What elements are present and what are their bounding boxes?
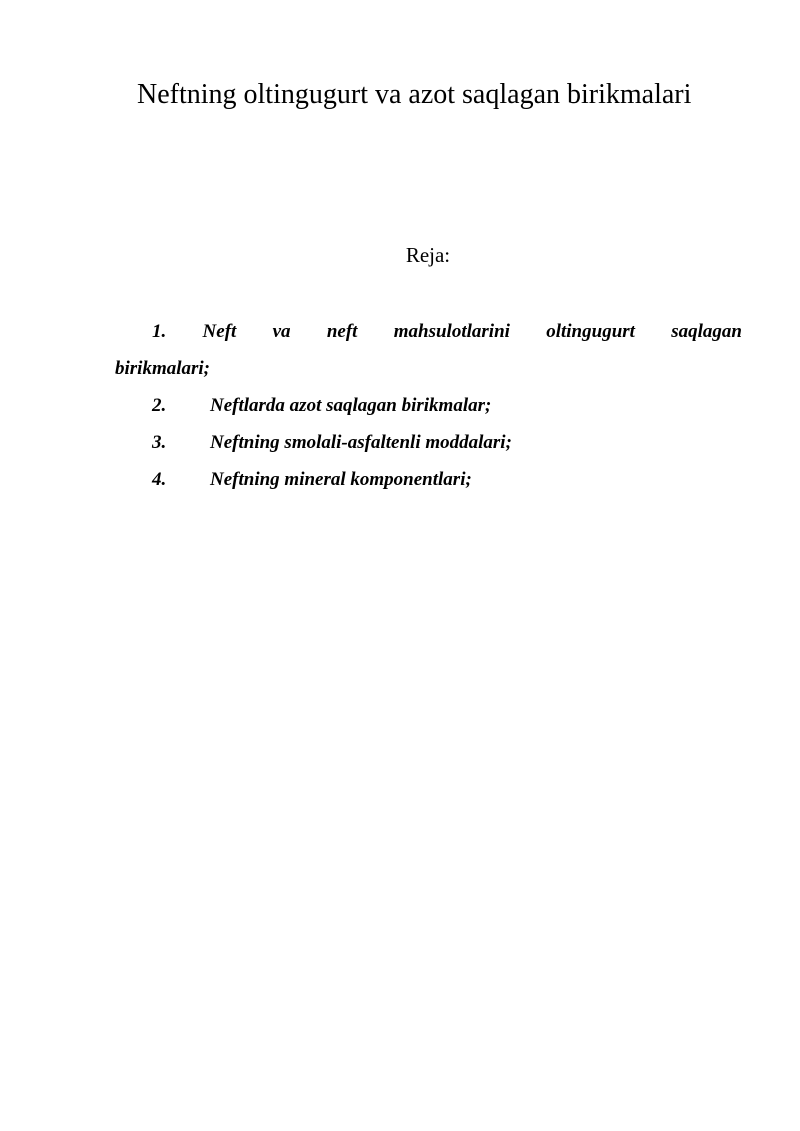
plan-item-word: mahsulotlarini: [393, 321, 510, 342]
plan-item-2: [115, 387, 742, 424]
plan-list: [115, 313, 742, 498]
plan-item-text: Neftning mineral komponentlari;: [210, 469, 472, 490]
plan-item-1-continuation: birikmalari;: [115, 358, 211, 379]
plan-item-number: 3.: [152, 432, 167, 453]
plan-item-word: oltingugurt: [546, 321, 635, 342]
plan-item-text: Neftlarda azot saqlagan birikmalar;: [210, 395, 492, 416]
plan-item-number: 1.: [152, 321, 167, 342]
plan-heading: Reja:: [405, 243, 451, 267]
plan-item-1-first-line: [115, 313, 742, 350]
plan-item-word: Neft: [202, 321, 237, 342]
plan-item-text: Neftning smolali-asfaltenli moddalari;: [210, 432, 512, 453]
document-title: Neftning oltingugurt va azot saqlagan birikmalari: [137, 79, 692, 110]
plan-item-number: 2.: [152, 395, 167, 416]
plan-item-word: neft: [326, 321, 358, 342]
plan-item-4: [115, 461, 742, 498]
plan-item-word: va: [272, 321, 291, 342]
plan-item-1: [115, 313, 742, 387]
plan-item-3: [115, 424, 742, 461]
plan-item-word: saqlagan: [671, 321, 742, 342]
plan-item-number: 4.: [152, 469, 167, 490]
